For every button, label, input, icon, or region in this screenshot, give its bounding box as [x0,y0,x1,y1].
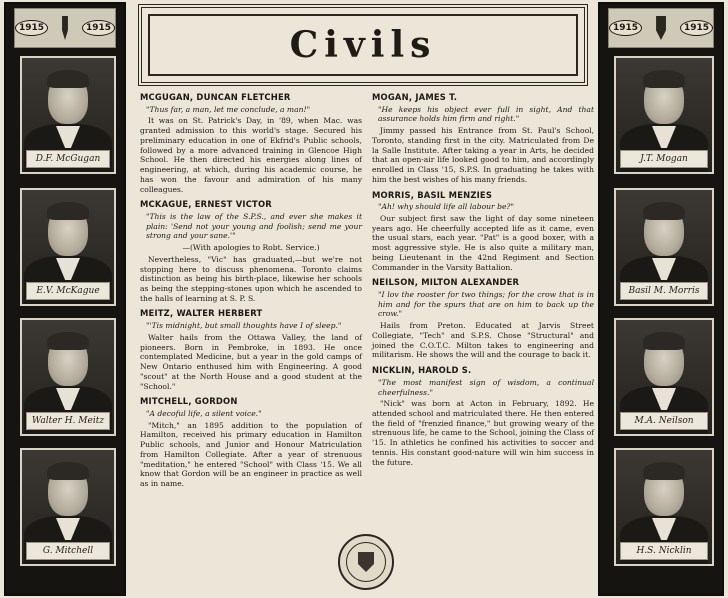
biography-entry [372,277,594,360]
entry-motto: "This is the law of the S.P.S., and ever she makes it plain: 'Send not your young and foolish; send me your strong and your sane.'" [146,211,362,241]
portrait-nicklin [614,448,714,566]
portrait-signature: J.T. Mogan [620,150,708,168]
portrait-signature: G. Mitchell [26,542,110,560]
university-seal-icon [338,534,394,590]
entry-text: Nevertheless, "Vic" has graduated,—but we're not stopping here to discuss phenomena. Toronto claims distinction as being his birth-place, likewise her schools as being the stepping-stones upon which he ascended to the halls of learning at S. P. S. [140,254,362,303]
crest-year: 1915 [82,20,115,36]
biography-entry [372,92,594,185]
entry-credit: —(With apologies to Robt. Service.) [182,243,320,253]
entry-motto: "Ah! why should life all labour be?" [378,202,514,212]
right-crest-header [608,8,714,48]
biography-entry [372,190,594,273]
shield-icon [62,16,68,40]
entry-name: MITCHELL, GORDON [140,396,238,407]
entry-text: Jimmy passed his Entrance from St. Paul's School, Toronto, standing first in the city. Matriculated from De la Salle Institute. After taking a year in Arts, he decided that an open-air life looked good to him, and accordingly enrolled in Class '15, S.P.S. In graduating he takes with him the best wishes of his many friends. [372,126,594,184]
entry-text: "Nick" was born at Acton in February, 1892. He attended school and matriculated there. He then entered the field of "frenzied finance," but growing weary of the strenuous life, he came to the School, joining the Class of '15. In athletics he confined his activities to soccer and tennis. His constant good-nature will win him success in the future. [372,399,594,467]
right-portrait-column [598,2,724,596]
left-portrait-column [4,2,126,596]
portrait-neilson [614,318,714,436]
entry-text: "Mitch," an 1895 addition to the population of Hamilton, received his primary education in Hamilton Public schools, and Junior and Honour Matriculation from Hamilton Collegiate. After a year of strenuous "meditation," he entered "School" with Class '15. We all know that Gordon will be an engineer in practice as well as in name. [140,420,362,488]
entry-motto: "He keeps his object ever full in sight, And that assurance holds him firm and right." [378,104,594,124]
portrait-signature: D.F. McGugan [26,150,110,168]
portrait-signature: E.V. McKague [26,282,110,300]
portrait-signature: Walter H. Meitz [26,412,110,430]
title-banner [138,4,588,86]
entry-text: Hails from Preton. Educated at Jarvis Street Collegiate, "Tech" and S.P.S. Chose "Structural" and joined the C.O.T.C. Milton takes to engineering and militarism. He shows the will and the courage to back it. [372,321,594,360]
main-content [132,0,594,598]
entry-name: NEILSON, MILTON ALEXANDER [372,277,520,288]
portrait-morris [614,188,714,306]
biography-entry [140,396,362,489]
entry-name: MORRIS, BASIL MENZIES [372,189,493,200]
portrait-signature: H.S. Nicklin [620,542,708,560]
entry-name: MCKAGUE, ERNEST VICTOR [140,199,272,210]
crest-year: 1915 [15,20,48,36]
portrait-meitz [20,318,116,436]
shield-icon [656,16,666,40]
portrait-mitchell [20,448,116,566]
entry-name: MOGAN, JAMES T. [372,92,458,102]
portrait-mckague [20,188,116,306]
biography-entry [372,365,594,467]
text-column-right [372,92,594,472]
entry-motto: "The most manifest sign of wisdom, a continual cheerfulness." [378,377,594,397]
entry-motto: "'Tis midnight, but small thoughts have I of sleep." [146,321,342,331]
biography-entry [140,199,362,303]
text-column-left [140,92,362,494]
entry-text: It was on St. Patrick's Day, in '89, when Mac. was granted admission to this world's stage. Secured his preliminary education in one of Ekfrid's Public schools, followed by a more advanced training in Glencoe High School. He then directed his energies along lines of engineering, at which, during his academic course, he has won the favour and admiration of his many colleagues. [140,116,362,194]
left-crest-header [14,8,116,48]
portrait-mogan [614,56,714,174]
entry-name: MCGUGAN, DUNCAN FLETCHER [140,92,291,102]
entry-motto: "I lov the rooster for two things; for the crow that is in him and for the spurs that are on him to back up the crow." [378,290,594,319]
biography-entry [140,92,362,194]
entry-text: Our subject first saw the light of day some nineteen years ago. He cheerfully accepted life as it came, even the usual stars, each year. "Pat" is a good boxer, with a most aggressive style. He is also quite a military man, being Lieutenant in the 42nd Regiment and Section Commander in the Varsity Battalion. [372,213,594,272]
entry-motto: "Thus far, a man, let me conclude, a man!" [146,104,311,114]
entry-motto: "A decoful life, a silent voice." [146,408,262,418]
portrait-mcgugan [20,56,116,174]
crest-year: 1915 [680,20,713,36]
entry-text: Walter hails from the Ottawa Valley, the land of pioneers. Born in Pembroke, in 1893. He once contemplated Medicine, but a year in the gold camps of New Ontario enthused him with Engineering. A good "scout" at the North House and a good student at the "School." [140,332,362,391]
portrait-signature: M.A. Neilson [620,412,708,430]
crest-year: 1915 [609,20,642,36]
entry-name: NICKLIN, HAROLD S. [372,365,472,376]
entry-name: MEITZ, WALTER HERBERT [140,308,263,319]
portrait-signature: Basil M. Morris [620,282,708,300]
page-title: Civils [289,24,437,66]
biography-entry [140,308,362,391]
